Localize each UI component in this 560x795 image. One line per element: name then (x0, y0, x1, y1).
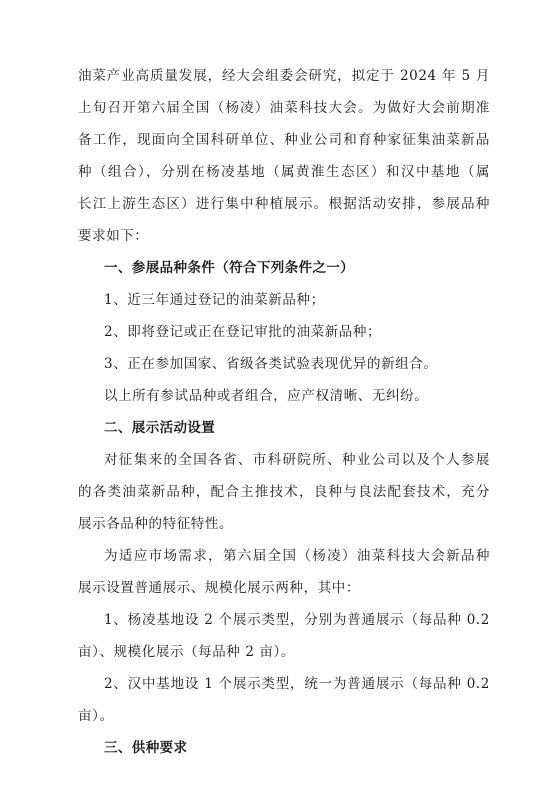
section2-para1-line-3: 展示各品种的特征特性。 (78, 516, 234, 532)
intro-line-2: 上旬召开第六届全国（杨凌）油菜科技大会。为做好大会前期准 (78, 100, 490, 116)
section2-para2-line-1: 为适应市场需求，第六届全国（杨凌）油菜科技大会新品种 (104, 548, 490, 564)
intro-line-3: 备工作，现面向全国科研单位、种业公司和育种家征集油菜新品 (78, 132, 490, 148)
section3-heading: 三、供种要求 (104, 740, 188, 756)
section2-para1-line-1: 对征集来的全国各省、市科研院所、种业公司以及个人参展 (104, 452, 490, 468)
section2-heading: 二、展示活动设置 (104, 420, 216, 436)
section1-note: 以上所有参试品种或者组合，应产权清晰、无纠纷。 (104, 388, 429, 404)
section1-item-2: 2、即将登记或正在登记审批的油菜新品种； (104, 324, 382, 340)
intro-line-5: 长江上游生态区）进行集中种植展示。根据活动安排，参展品种 (78, 196, 490, 212)
section1-heading: 一、参展品种条件（符合下列条件之一） (104, 260, 355, 276)
section2-item2-line-1: 2、汉中基地设 1 个展示类型，统一为普通展示（每品种 0.2 (104, 676, 490, 692)
section1-item-3: 3、正在参加国家、省级各类试验表现优异的新组合。 (104, 356, 438, 372)
section2-para1-line-2: 的各类油菜新品种，配合主推技术，良种与良法配套技术，充分 (78, 484, 490, 500)
intro-line-6: 要求如下： (78, 228, 149, 244)
section1-item-1: 1、近三年通过登记的油菜新品种； (104, 292, 325, 308)
section2-item2-line-2: 亩）。 (78, 708, 114, 724)
intro-line-1: 油菜产业高质量发展，经大会组委会研究，拟定于 2024 年 5 月 (78, 68, 490, 84)
section2-para2-line-2: 展示设置普通展示、规模化展示两种，其中： (78, 580, 360, 596)
section2-item1-line-1: 1、杨凌基地设 2 个展示类型，分别为普通展示（每品种 0.2 (104, 612, 490, 628)
intro-line-4: 种（组合），分别在杨凌基地（属黄淮生态区）和汉中基地（属 (78, 164, 490, 180)
section2-item1-line-2: 亩）、规模化展示（每品种 2 亩）。 (78, 644, 295, 660)
